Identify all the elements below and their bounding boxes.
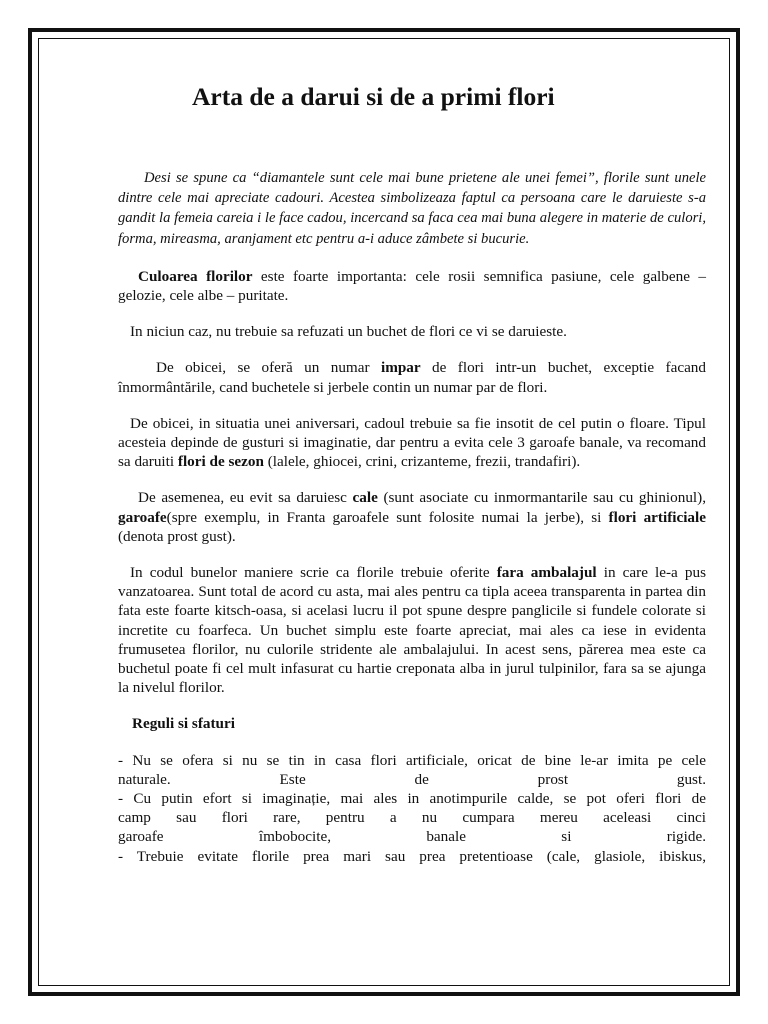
paragraph-impar bbox=[118, 358, 706, 396]
text-impar-before: De obicei, se oferă un numar bbox=[156, 359, 381, 377]
bold-culoarea: Culoarea florilor bbox=[138, 267, 253, 285]
rule-1-line-2: naturale. Este de prost gust. bbox=[118, 770, 706, 788]
text-ambalaj-after: in care le-a pus vanzatoarea. Sunt total de acord cu asta, mai ales pentru ca tipla aceea transparenta in partea din fata este foarte kitsch-oasa, si acelasi lucru il pot spune despre panglicile si fundele colorate si incretite cu foarfeca. Un buchet simplu este foarte apreciat, mai ales ca iese in evidenta frumusetea florilor, nu culorile stridente ale ambalajului. In acest sens, părerea mea este ca buchetul poate fi cel mult infasurat cu hartie creponata alba in jurul tulpinilor, fara sa se ajunga la nivelul florilor. bbox=[118, 564, 706, 697]
bold-flori-de-sezon: flori de sezon bbox=[177, 453, 264, 471]
text-aniversari-after: (lalele, ghiocei, crini, crizanteme, frezii, trandafiri). bbox=[263, 453, 581, 471]
text-culoarea: este foarte importanta: cele rosii semnifica pasiune, cele galbene – gelozie, cele albe – puritate. bbox=[118, 267, 706, 305]
text-asemenea-2: (sunt asociate cu inmormantarile sau cu ghinionul), bbox=[377, 489, 706, 507]
document-title: Arta de a darui si de a primi flori bbox=[192, 82, 555, 111]
text-asemenea-4: (denota prost gust). bbox=[118, 527, 236, 545]
paragraph-aniversari bbox=[118, 414, 706, 472]
text-ambalaj-before: In codul bunelor maniere scrie ca florile trebuie oferite bbox=[130, 564, 497, 582]
paragraph-ambalaj bbox=[118, 563, 706, 697]
rule-2-line-3: garoafe îmbobocite, banale si rigide. bbox=[118, 828, 706, 846]
paragraph-asemenea bbox=[118, 488, 706, 546]
rules-list bbox=[118, 751, 706, 866]
rule-1-line-1: - Nu se ofera si nu se tin in casa flori artificiale, oricat de bine le-ar imita pe cele bbox=[118, 751, 706, 769]
paragraph-culoarea bbox=[118, 267, 706, 305]
text-impar-after: de flori intr-un buchet, exceptie facand înmormântările, cand buchetele si jerbele contin un numar par de flori. bbox=[118, 359, 706, 396]
bold-impar: impar bbox=[380, 359, 421, 377]
bold-cale: cale bbox=[352, 489, 378, 507]
bold-garoafe: garoafe bbox=[118, 508, 167, 526]
rule-3-line-1: - Trebuie evitate florile prea mari sau prea pretentioase (cale, glasiole, ibiskus, bbox=[118, 847, 706, 865]
text-asemenea-3: (spre exemplu, in Franta garoafele sunt folosite numai la jerbe), si bbox=[166, 508, 609, 526]
document-body bbox=[118, 82, 706, 866]
rule-2-line-2: camp sau flori rare, pentru a nu cumpara mereu aceleasi cinci bbox=[118, 809, 706, 827]
rules-heading: Reguli si sfaturi bbox=[132, 715, 235, 733]
paragraph-refuz: In niciun caz, nu trebuie sa refuzati un buchet de flori ce vi se daruieste. bbox=[130, 323, 567, 341]
text-aniversari-before: De obicei, in situatia unei aniversari, cadoul trebuie sa fie insotit de cel putin o floare. Tipul acesteia depinde de gusturi si imaginatie, dar pentru a evita cele 3 garoafe banale, va recomand sa daruiti bbox=[118, 414, 706, 471]
rule-2-line-1: - Cu putin efort si imaginație, mai ales in anotimpurile calde, se pot oferi flori de bbox=[118, 790, 706, 808]
intro-paragraph: Desi se spune ca “diamantele sunt cele mai bune prietene ale unei femei”, florile sunt unele dintre cele mai apreciate cadouri. Acestea simbolizeaza faptul ca persoana care le daruieste s-a gandit la femeia careia i le face cadou, incercand sa faca cea mai buna alegere in materie de culori, forma, mireasma, aranjament etc pentru a-i aduce zâmbete si bucurie. bbox=[118, 170, 706, 247]
bold-fara-ambalajul: fara ambalajul bbox=[496, 564, 597, 582]
bold-flori-artificiale: flori artificiale bbox=[608, 508, 706, 526]
text-asemenea-1: De asemenea, eu evit sa daruiesc bbox=[138, 489, 353, 507]
